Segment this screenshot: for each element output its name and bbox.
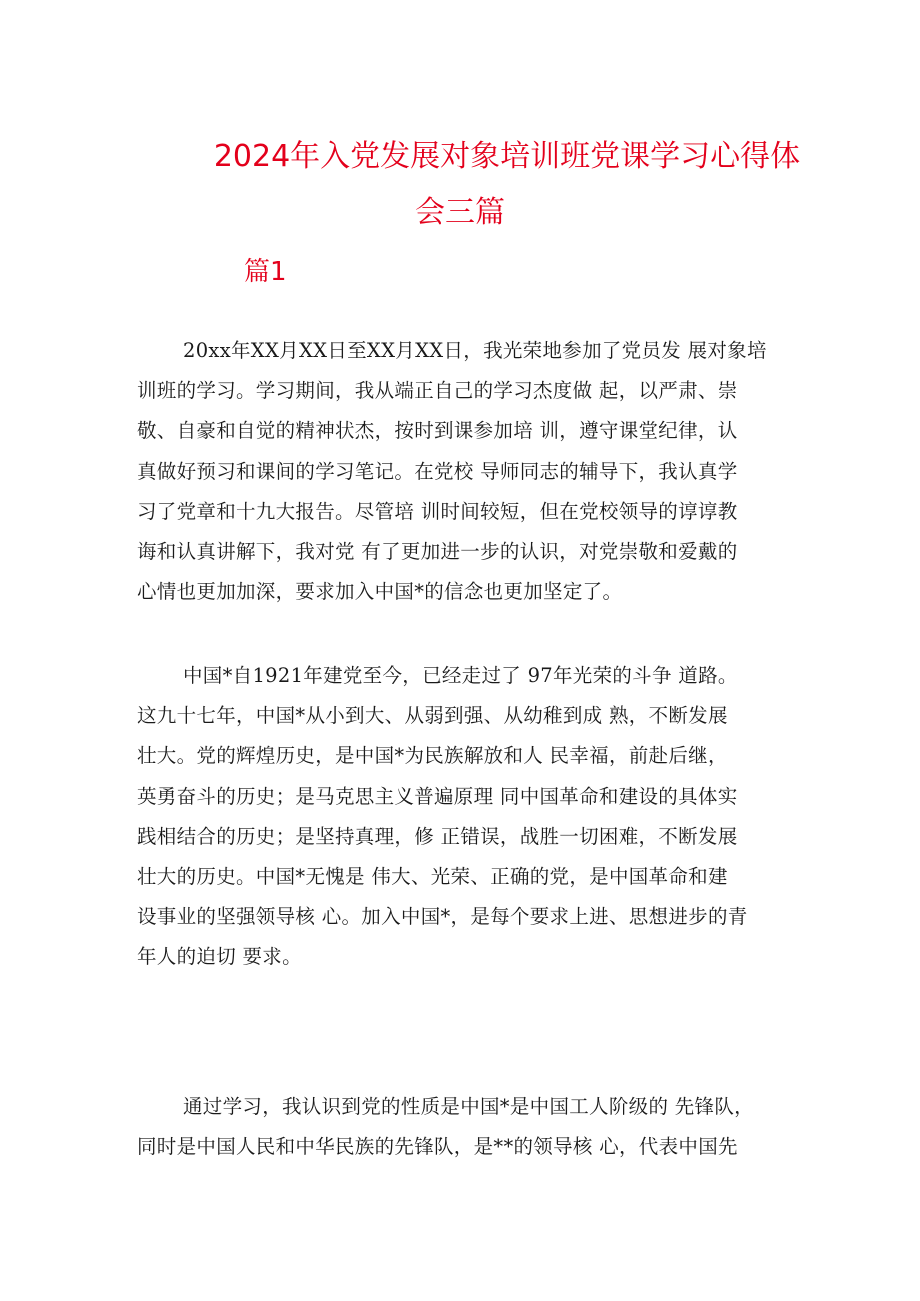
paragraph-line: 设事业的坚强领导核 心。加入中国*，是每个要求上进、思想进步的青 [137,905,748,929]
paragraph-line: 同时是中国人民和中华民族的先锋队，是**的领导核 心，代表中国先 [137,1135,738,1159]
paragraph-line: 中国*自1921年建党至今，已经走过了 97年光荣的斗争 道路。 [183,664,738,687]
paragraph-3 [137,1087,797,1167]
paragraph-line: 壮大的历史。中国*无愧是 伟大、光荣、正确的党，是中国革命和建 [137,865,728,889]
paragraph-line: 敬、自豪和自觉的精神状杰，按时到课参加培 训，遵守课堂纪律，认 [137,419,738,443]
paragraph-line: 通过学习，我认识到党的性质是中国*是中国工人阶级的 先锋队， [183,1095,754,1118]
paragraph-line: 壮大。党的辉煌历史，是中国*为民族解放和人 民幸福，前赴后继， [137,744,728,768]
paragraph-line: 英勇奋斗的历史；是马克思主义普遍原理 同中国革命和建设的具体实 [137,784,738,808]
paragraph-line: 训班的学习。学习期间，我从端正自己的学习杰度做 起，以严肃、崇 [137,379,738,403]
paragraph-line: 诲和认真讲解下，我对党 有了更加进一步的认识，对党崇敬和爱戴的 [137,540,738,564]
paragraph-line: 20xx年XX月XX日至XX月XX日，我光荣地参加了党员发 展对象培 [183,339,767,362]
paragraph-line: 习了党章和十九大报告。尽管培 训时间较短，但在党校领导的谆谆教 [137,499,738,523]
paragraph-line: 践相结合的历史；是坚持真理，修 正错误，战胜一切困难，不断发展 [137,824,738,848]
paragraph-1 [137,331,797,612]
section-heading: 篇1 [244,257,287,287]
paragraph-line: 真做好预习和课间的学习笔记。在党校 导师同志的辅导下，我认真学 [137,459,738,483]
document-title-line-1: 2024年入党发展对象培训班党课学习心得体 [213,139,801,174]
paragraph-line: 这九十七年，中国*从小到大、从弱到强、从幼稚到成 熟，不断发展 [137,704,728,728]
document-title-line-2: 会三篇 [415,195,505,230]
paragraph-line: 心情也更加加深，要求加入中国*的信念也更加坚定了。 [137,580,623,604]
paragraph-line: 年人的迫切 要求。 [137,945,302,969]
paragraph-2 [137,656,797,978]
